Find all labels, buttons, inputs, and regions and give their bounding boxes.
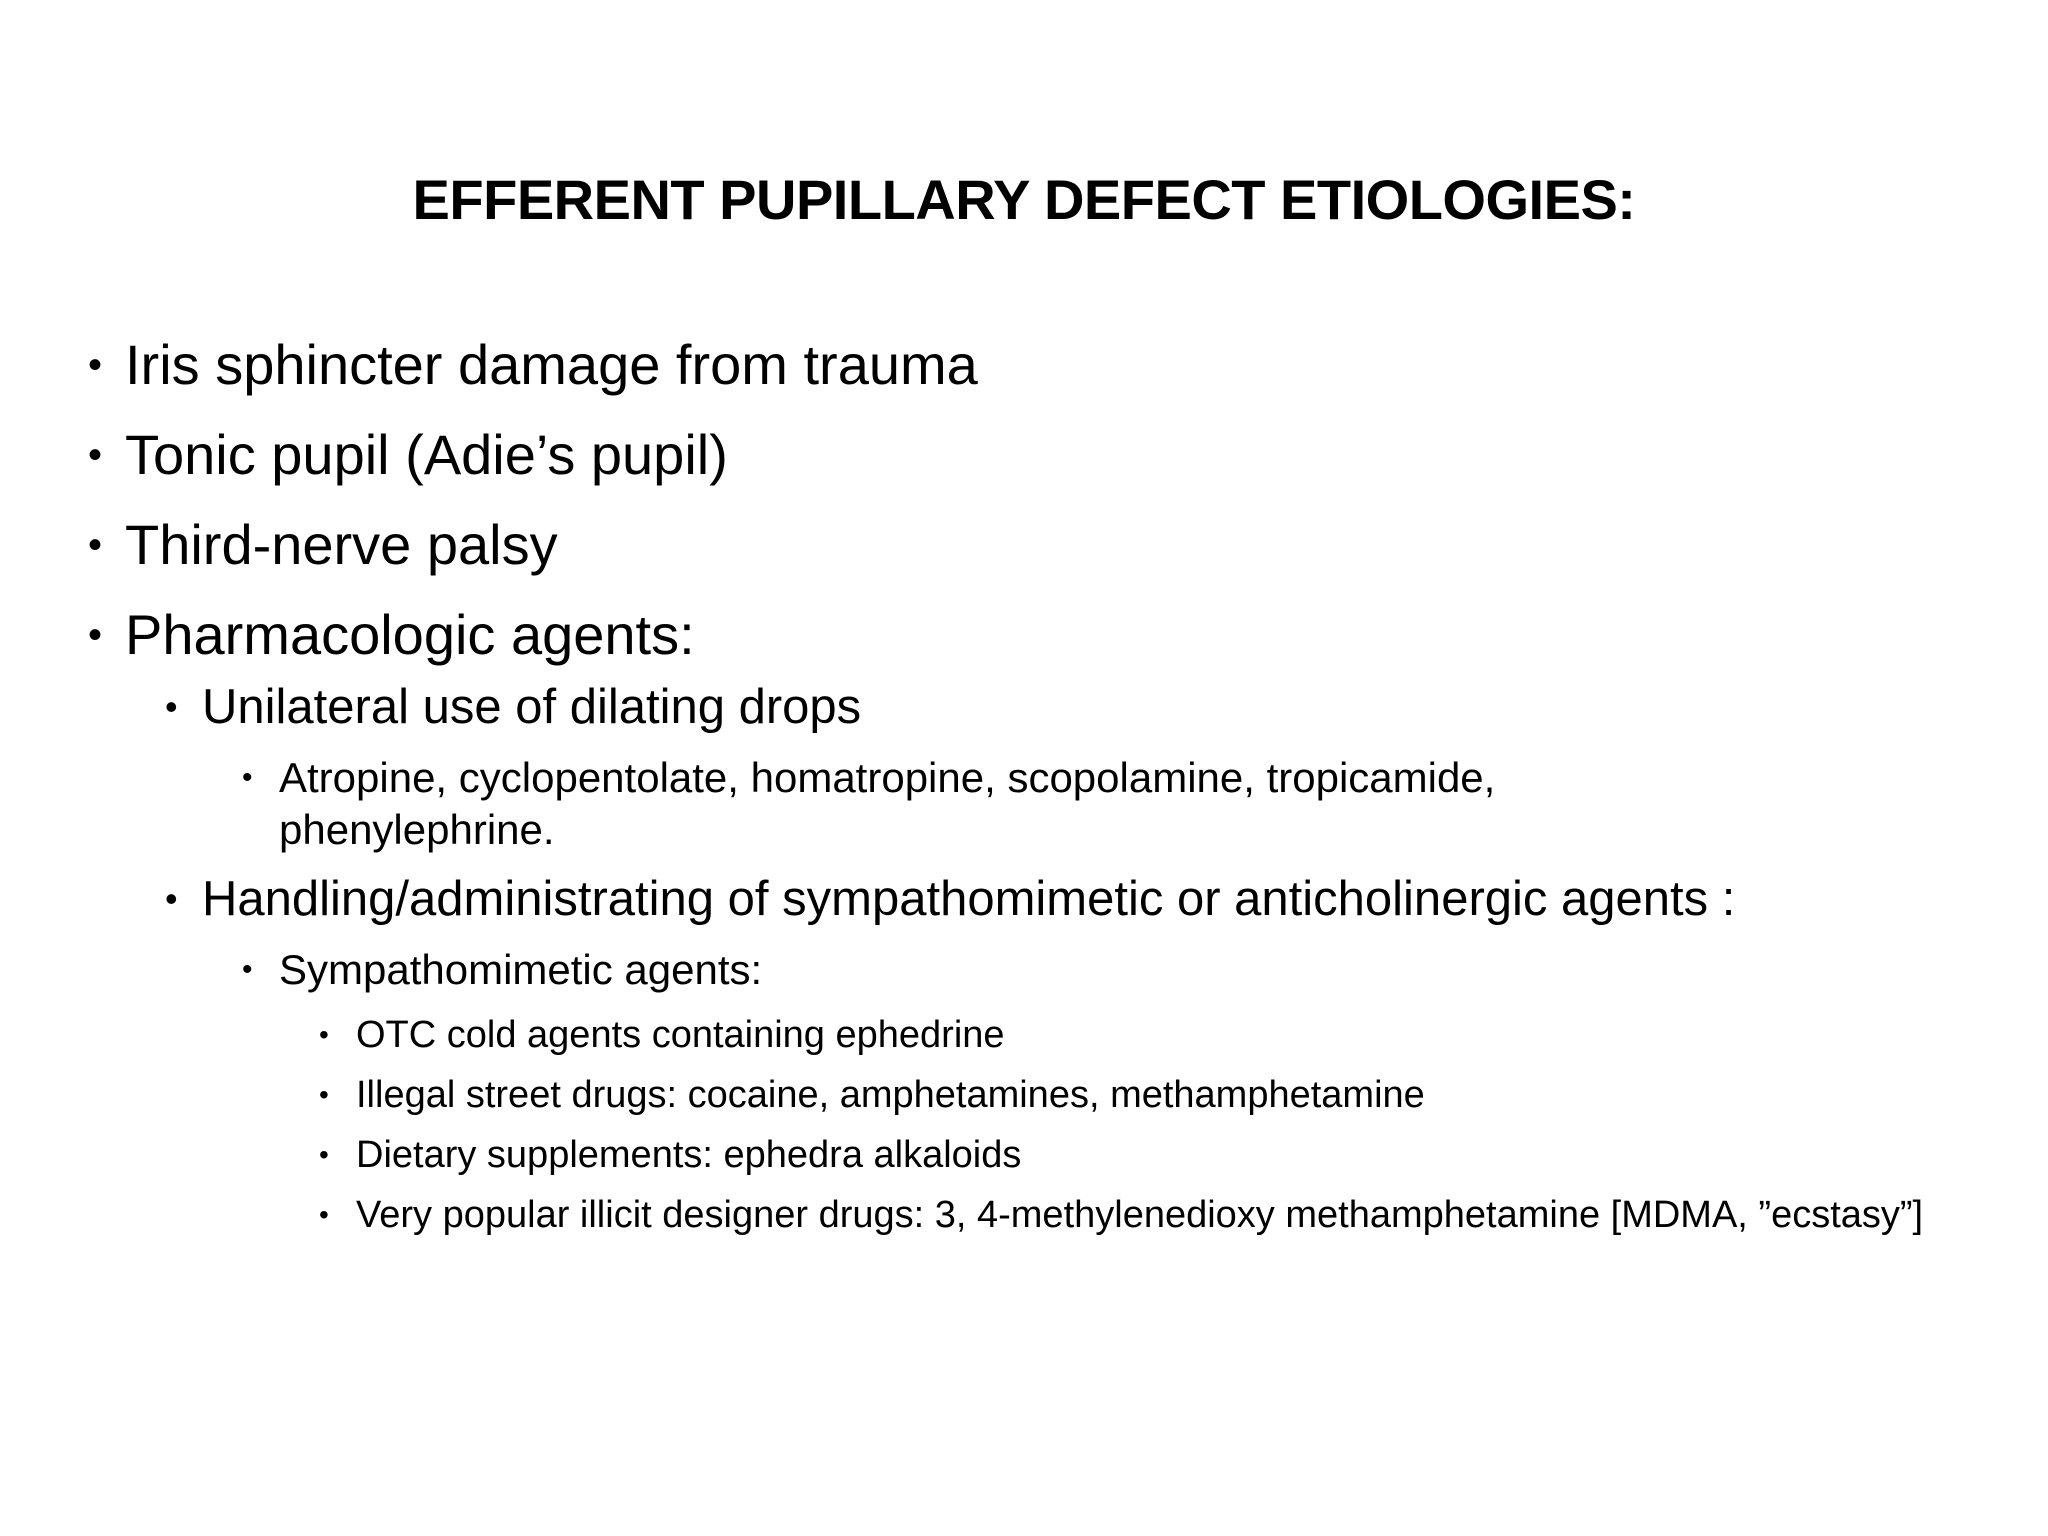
bullet-icon: • bbox=[88, 433, 103, 477]
level4-list-item bbox=[319, 1070, 1996, 1120]
list-item bbox=[88, 332, 1968, 398]
list-item-text: Pharmacologic agents: bbox=[125, 603, 695, 666]
sub-list-item bbox=[165, 870, 1968, 928]
level4-list-item bbox=[319, 1130, 1996, 1180]
bullet-list bbox=[88, 332, 1968, 1250]
sub-sub-list-item bbox=[242, 752, 1759, 856]
list-item bbox=[88, 602, 1968, 668]
bullet-icon: • bbox=[319, 1139, 329, 1170]
list-item-text: Handling/administrating of sympathomimetic or anticholinergic agents : bbox=[202, 872, 1736, 926]
list-item-text: Dietary supplements: ephedra alkaloids bbox=[356, 1134, 1022, 1176]
bullet-icon: • bbox=[88, 343, 103, 387]
level4-list-item bbox=[319, 1010, 1996, 1060]
list-item-text: Illegal street drugs: cocaine, amphetamines, methamphetamine bbox=[356, 1074, 1425, 1116]
list-item-text: Third-nerve palsy bbox=[125, 513, 558, 576]
list-item bbox=[88, 422, 1968, 488]
slide-title: EFFERENT PUPILLARY DEFECT ETIOLOGIES: bbox=[412, 168, 1636, 231]
bullet-icon: • bbox=[242, 953, 253, 986]
sub-sub-list-item bbox=[242, 944, 1759, 996]
bullet-icon: • bbox=[319, 1019, 329, 1050]
bullet-icon: • bbox=[88, 613, 103, 657]
list-item-text: Very popular illicit designer drugs: 3, 4-methylenedioxy methamphetamine [MDMA, ”ecstasy”] bbox=[356, 1194, 1924, 1236]
bullet-icon: • bbox=[88, 523, 103, 567]
bullet-icon: • bbox=[319, 1199, 329, 1230]
list-item-text: Iris sphincter damage from trauma bbox=[125, 333, 978, 396]
list-item-text: OTC cold agents containing ephedrine bbox=[356, 1014, 1005, 1056]
list-item-text: Tonic pupil (Adie’s pupil) bbox=[125, 423, 728, 486]
bullet-icon: • bbox=[242, 761, 253, 794]
bullet-icon: • bbox=[165, 878, 178, 919]
bullet-icon: • bbox=[165, 686, 178, 727]
list-item-text: Sympathomimetic agents: bbox=[279, 946, 763, 993]
level4-list-item bbox=[319, 1190, 1996, 1240]
list-item-text: Atropine, cyclopentolate, homatropine, scopolamine, tropicamide, phenylephrine. bbox=[279, 754, 1496, 853]
list-item bbox=[88, 512, 1968, 578]
sub-list-item bbox=[165, 678, 1968, 736]
bullet-icon: • bbox=[319, 1079, 329, 1110]
list-item-text: Unilateral use of dilating drops bbox=[202, 680, 862, 734]
